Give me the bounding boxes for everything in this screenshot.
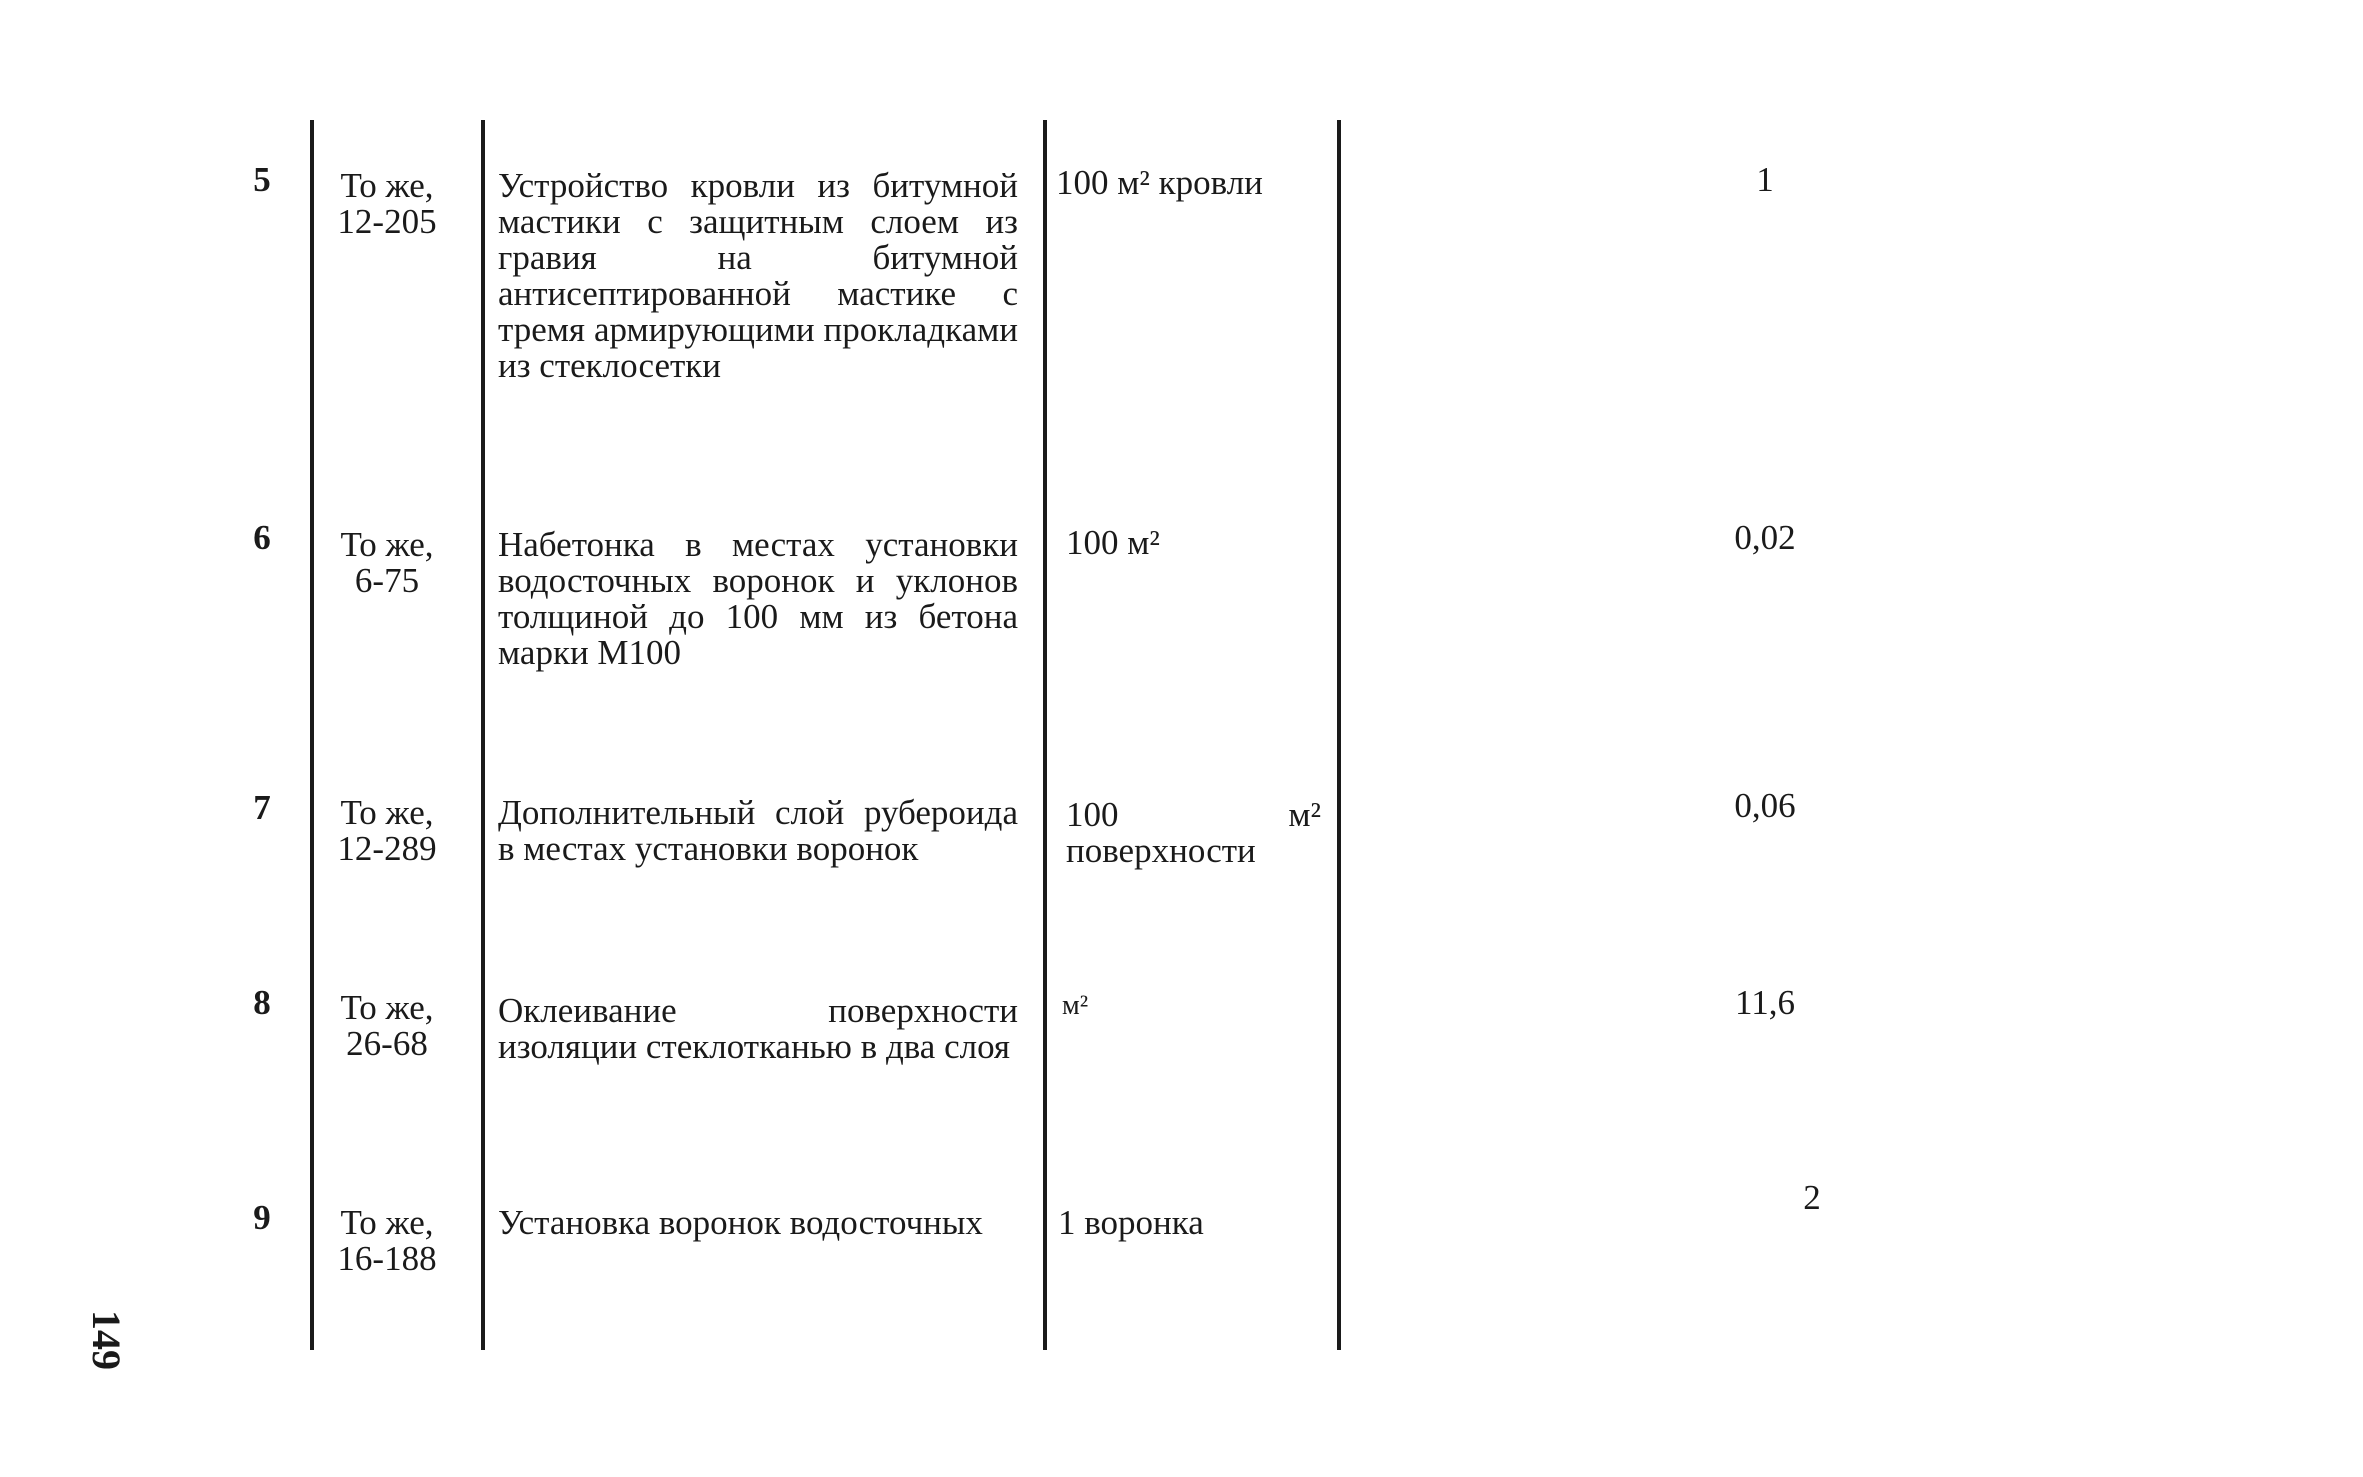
row-quantity: 0,06	[1734, 786, 1796, 825]
row-code: То же, 6-75	[340, 525, 434, 600]
row-code: То же, 16-188	[337, 1203, 437, 1278]
row-description: Установка воронок водосточных	[498, 1203, 983, 1242]
row-number: 5	[253, 160, 271, 199]
row-number: 8	[253, 983, 271, 1022]
row-unit: 100 м² кровли	[1056, 163, 1263, 202]
row-unit: м²	[1062, 990, 1089, 1021]
column-rule-4	[1337, 120, 1341, 1350]
column-rule-1	[310, 120, 314, 1350]
row-code: То же, 26-68	[340, 988, 434, 1063]
row-code: То же, 12-289	[337, 793, 437, 868]
row-number: 7	[253, 788, 271, 827]
row-quantity: 0,02	[1734, 518, 1796, 557]
row-quantity: 2	[1803, 1178, 1821, 1217]
row-number: 6	[253, 518, 271, 557]
row-unit: 100 м² поверхности	[1066, 795, 1321, 870]
row-unit: 100 м²	[1066, 523, 1160, 562]
row-description: Дополнительный слой рубероида в местах установки воронок	[498, 793, 1018, 868]
row-code: То же, 12-205	[337, 166, 437, 241]
row-number: 9	[253, 1198, 271, 1237]
row-description: Устройство кровли из битумной мастики с защитным слоем из гравия на битумной антисептированной мастике с тремя армирующими прокладками из стеклосетки	[498, 166, 1018, 385]
column-rule-3	[1043, 120, 1047, 1350]
row-quantity: 11,6	[1735, 983, 1795, 1022]
row-description: Оклеивание поверхности изоляции стеклотканью в два слоя	[498, 991, 1018, 1066]
column-rule-2	[481, 120, 485, 1350]
row-unit: 1 воронка	[1058, 1203, 1204, 1242]
row-quantity: 1	[1756, 160, 1774, 199]
page-number: 149	[84, 1310, 129, 1370]
row-description: Набетонка в местах установки водосточных воронок и уклонов толщиной до 100 мм из бетона марки М100	[498, 525, 1018, 672]
